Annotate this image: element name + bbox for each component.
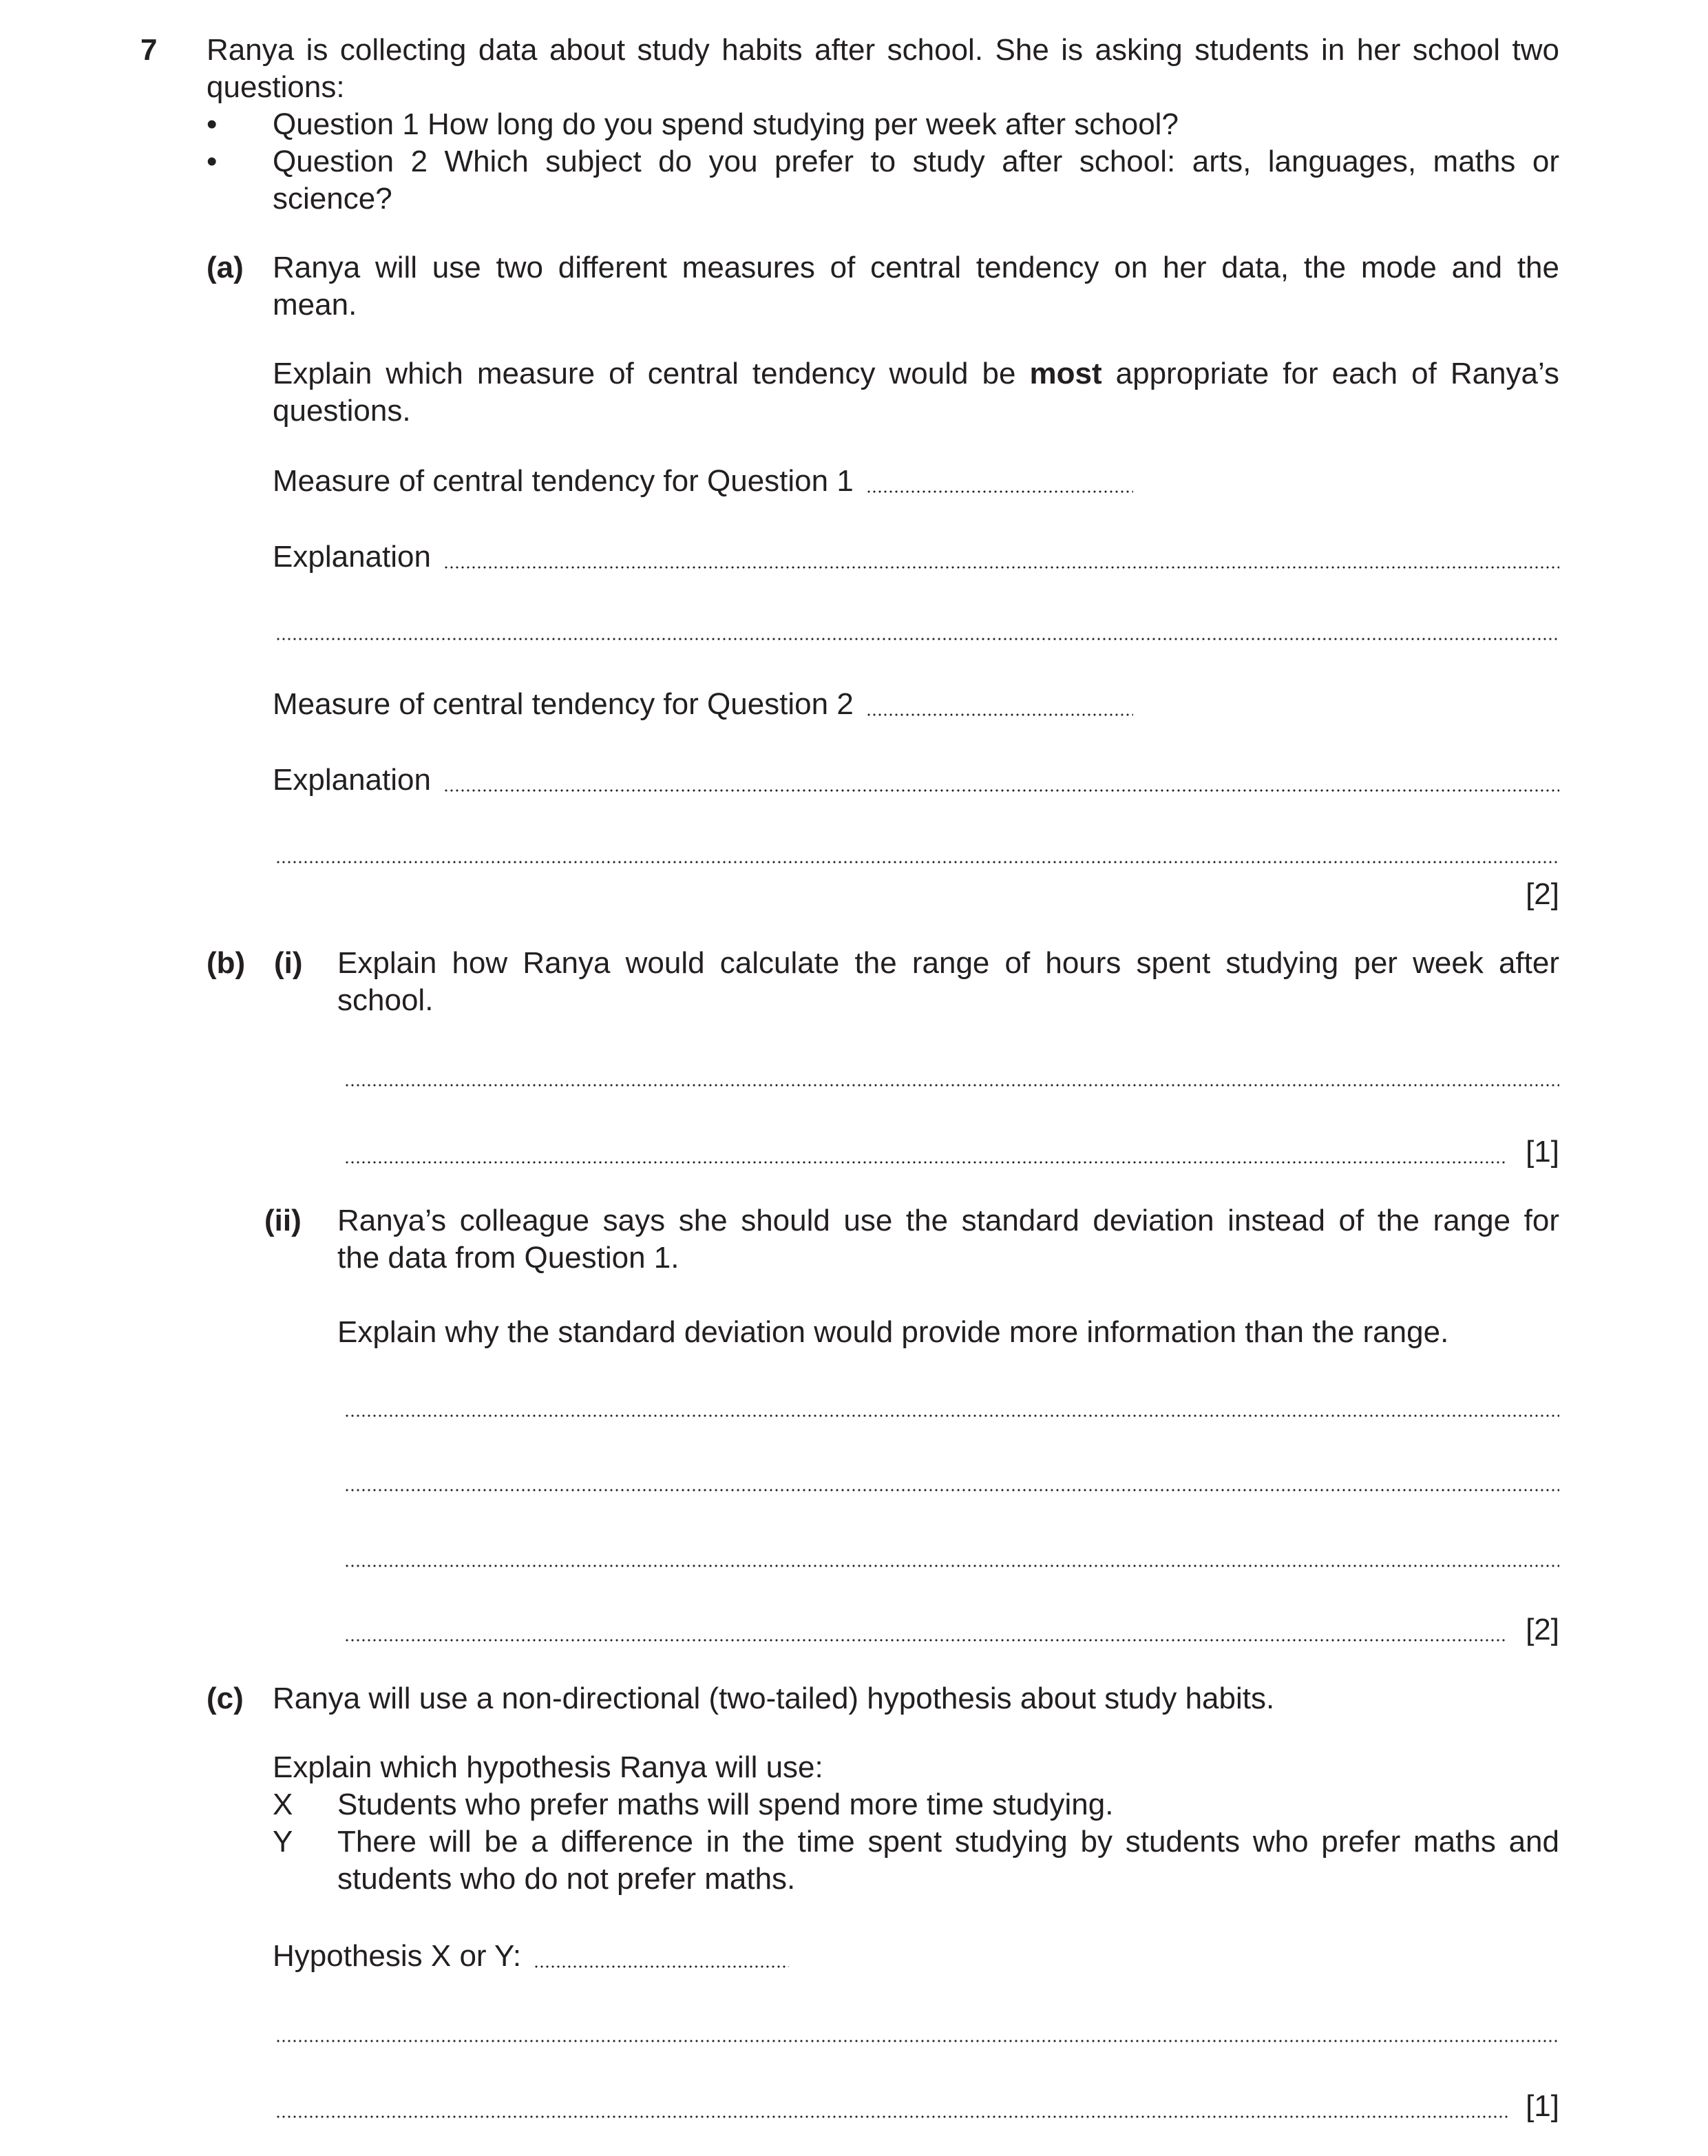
hypothesis-y-text-line2: students who do not prefer maths. xyxy=(337,1862,796,1896)
q2-explanation-label: Explanation xyxy=(273,763,431,797)
q2-explanation-answer-line[interactable] xyxy=(443,789,1559,792)
part-b-i-mark: [1] xyxy=(1526,1135,1559,1169)
q1-explanation-label: Explanation xyxy=(273,540,431,574)
part-b-i-text-line1: Explain how Ranya would calculate the range of hours spent studying per week after xyxy=(337,946,1559,980)
part-b-ii-text-line2: the data from Question 1. xyxy=(337,1241,679,1275)
q2-explanation-answer-row xyxy=(273,762,1559,799)
part-b-ii-label: (ii) xyxy=(264,1204,302,1237)
part-a-prompt-line2: questions. xyxy=(273,394,411,428)
question-bullet-2-line1: Question 2 Which subject do you prefer to study after school: arts, languages, maths or xyxy=(273,145,1559,178)
part-c-label: (c) xyxy=(207,1682,244,1715)
part-b-ii-mark: [2] xyxy=(1526,1613,1559,1646)
question-intro-line2: questions: xyxy=(207,70,345,104)
q1-explanation-answer-row xyxy=(273,538,1559,576)
part-c-text: Ranya will use a non-directional (two-tailed) hypothesis about study habits. xyxy=(273,1682,1275,1715)
part-c-mark: [1] xyxy=(1526,2089,1559,2123)
q2-measure-answer-line[interactable] xyxy=(866,713,1133,716)
part-c-prompt: Explain which hypothesis Ranya will use: xyxy=(273,1750,823,1784)
part-a-text-line2: mean. xyxy=(273,288,357,322)
part-a-text-line1: Ranya will use two different measures of central tendency on her data, the mode and the xyxy=(273,251,1559,284)
part-a-label: (a) xyxy=(207,251,244,284)
part-b-i-answer-line-1[interactable] xyxy=(344,1084,1559,1087)
q2-measure-label: Measure of central tendency for Question 2 xyxy=(273,687,854,721)
part-b-i-label: (i) xyxy=(274,946,303,980)
q1-measure-label: Measure of central tendency for Question 1 xyxy=(273,464,854,498)
question-intro-line1: Ranya is collecting data about study habits after school. She is asking students in her school two xyxy=(207,33,1559,67)
hypothesis-choice-answer-row xyxy=(273,1938,789,1975)
q2-explanation-answer-line-2[interactable] xyxy=(275,861,1559,864)
bullet-icon: • xyxy=(207,145,218,178)
part-b-ii-prompt: Explain why the standard deviation would provide more information than the range. xyxy=(337,1315,1449,1349)
hypothesis-x-text: Students who prefer maths will spend more time studying. xyxy=(337,1788,1114,1821)
hypothesis-choice-answer-line[interactable] xyxy=(534,1965,789,1968)
part-b-i-answer-line-2[interactable] xyxy=(344,1161,1508,1164)
part-b-ii-answer-line-3[interactable] xyxy=(344,1564,1559,1567)
bullet-icon: • xyxy=(207,107,218,141)
question-number: 7 xyxy=(140,33,158,67)
hypothesis-y-text-line1: There will be a difference in the time spent studying by students who prefer maths and xyxy=(337,1825,1559,1859)
q1-explanation-answer-line-2[interactable] xyxy=(275,638,1559,640)
question-bullet-2-line2: science? xyxy=(273,182,392,216)
part-c-answer-line-2[interactable] xyxy=(275,2115,1508,2118)
part-c-answer-line-1[interactable] xyxy=(275,2040,1559,2042)
q2-measure-answer-row xyxy=(273,686,1133,723)
part-b-label: (b) xyxy=(207,946,246,980)
part-b-ii-text-line1: Ranya’s colleague says she should use the standard deviation instead of the range for xyxy=(337,1204,1559,1237)
hypothesis-x-label: X xyxy=(273,1788,293,1821)
q1-measure-answer-line[interactable] xyxy=(866,490,1133,493)
hypothesis-choice-label: Hypothesis X or Y: xyxy=(273,1939,522,1973)
part-b-ii-answer-line-4[interactable] xyxy=(344,1639,1508,1642)
part-b-ii-answer-line-2[interactable] xyxy=(344,1489,1559,1492)
q1-explanation-answer-line[interactable] xyxy=(443,566,1559,569)
part-a-prompt-line1: Explain which measure of central tendency would be most appropriate for each of Ranya’s xyxy=(273,357,1559,390)
question-bullet-1: Question 1 How long do you spend studying per week after school? xyxy=(273,107,1179,141)
part-b-i-text-line2: school. xyxy=(337,983,434,1017)
hypothesis-y-label: Y xyxy=(273,1825,293,1859)
part-a-mark: [2] xyxy=(1526,877,1559,911)
part-b-ii-answer-line-1[interactable] xyxy=(344,1414,1559,1417)
q1-measure-answer-row xyxy=(273,463,1133,500)
